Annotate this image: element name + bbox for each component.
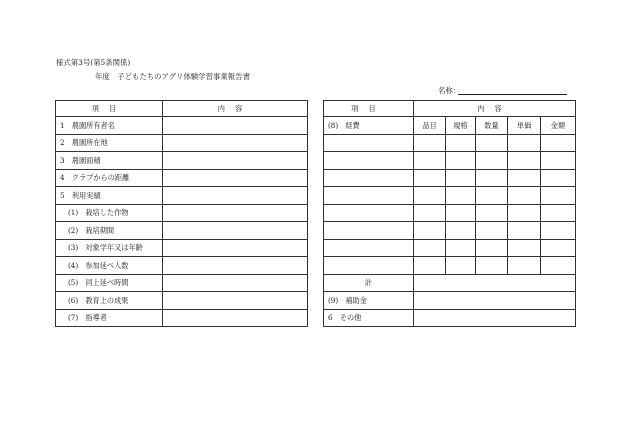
row-label: 4 クラブからの距離 (56, 169, 163, 187)
row-label: (4) 参加延べ人数 (56, 257, 163, 275)
expense-row (324, 204, 576, 222)
expense-row (324, 134, 576, 152)
content-cell[interactable] (163, 152, 308, 170)
other-label: 6 その他 (324, 309, 414, 327)
expense-blank[interactable] (324, 239, 414, 257)
cell[interactable] (414, 257, 446, 275)
left-table (55, 100, 308, 327)
cell[interactable] (541, 169, 576, 187)
name-underline (458, 94, 567, 95)
cell[interactable] (541, 152, 576, 170)
right-header-item: 項目 (324, 101, 414, 117)
cell[interactable] (541, 257, 576, 275)
cell[interactable] (541, 187, 576, 205)
total-cell[interactable] (414, 274, 576, 292)
expense-blank[interactable] (324, 257, 414, 275)
expense-row (324, 257, 576, 275)
cell[interactable] (446, 239, 476, 257)
cell[interactable] (476, 222, 508, 240)
cell[interactable] (508, 169, 541, 187)
total-label: 計 (324, 274, 414, 292)
cell[interactable] (541, 239, 576, 257)
row-label: 5 利用実績 (56, 187, 163, 205)
total-row (324, 274, 576, 292)
cell[interactable] (446, 204, 476, 222)
table-row (56, 117, 308, 135)
cell[interactable] (414, 222, 446, 240)
row-label: (7) 指導者 (56, 309, 163, 327)
right-header-content: 内容 (414, 101, 576, 117)
other-cell[interactable] (414, 309, 576, 327)
table-row (56, 309, 308, 327)
cell[interactable] (446, 134, 476, 152)
table-row (56, 222, 308, 240)
row-label: 2 農園所在地 (56, 134, 163, 152)
content-cell[interactable] (163, 222, 308, 240)
cell[interactable] (414, 187, 446, 205)
cell[interactable] (476, 239, 508, 257)
cell[interactable] (446, 169, 476, 187)
cell[interactable] (508, 187, 541, 205)
left-header-item: 項目 (56, 101, 163, 117)
table-row (56, 204, 308, 222)
expense-blank[interactable] (324, 222, 414, 240)
right-table-header-row (324, 101, 576, 117)
cell[interactable] (508, 152, 541, 170)
report-title: 年度 子どもたちのアグリ体験学習事業報告書 (95, 72, 250, 81)
subheader-spec: 規格 (446, 117, 476, 135)
content-cell[interactable] (163, 292, 308, 310)
table-row (56, 257, 308, 275)
table-row (56, 274, 308, 292)
form-number: 様式第3号(第5条関係) (56, 58, 131, 67)
cell[interactable] (541, 222, 576, 240)
expense-row (324, 239, 576, 257)
content-cell[interactable] (163, 134, 308, 152)
cell[interactable] (446, 152, 476, 170)
subheader-amount: 金額 (541, 117, 576, 135)
subsidy-cell[interactable] (414, 292, 576, 310)
subheader-item: 品目 (414, 117, 446, 135)
row-label: 1 農園所有者名 (56, 117, 163, 135)
cell[interactable] (414, 239, 446, 257)
table-row (56, 292, 308, 310)
left-header-content: 内容 (163, 101, 308, 117)
expense-header-row (324, 117, 576, 135)
cell[interactable] (414, 152, 446, 170)
expense-row (324, 152, 576, 170)
cell[interactable] (508, 204, 541, 222)
subheader-unit-price: 単価 (508, 117, 541, 135)
cell[interactable] (414, 134, 446, 152)
cell[interactable] (476, 169, 508, 187)
table-row (56, 152, 308, 170)
row-label: (5) 同上延べ時間 (56, 274, 163, 292)
expense-blank[interactable] (324, 152, 414, 170)
left-table-header-row (56, 101, 308, 117)
content-cell[interactable] (163, 239, 308, 257)
row-label: (1) 栽培した作物 (56, 204, 163, 222)
row-label: (2) 栽培期間 (56, 222, 163, 240)
cell[interactable] (446, 257, 476, 275)
right-table (323, 100, 576, 327)
content-cell[interactable] (163, 187, 308, 205)
expense-row (324, 187, 576, 205)
cell[interactable] (446, 222, 476, 240)
cell[interactable] (476, 257, 508, 275)
row-label: 3 農園面積 (56, 152, 163, 170)
cell[interactable] (476, 187, 508, 205)
expense-blank[interactable] (324, 204, 414, 222)
table-row (56, 134, 308, 152)
cell[interactable] (508, 134, 541, 152)
expense-row (324, 222, 576, 240)
other-row (324, 309, 576, 327)
row-label: (6) 教育上の成果 (56, 292, 163, 310)
cell[interactable] (541, 204, 576, 222)
subheader-quantity: 数量 (476, 117, 508, 135)
cell[interactable] (476, 134, 508, 152)
table-row (56, 187, 308, 205)
expense-blank[interactable] (324, 187, 414, 205)
cell[interactable] (476, 204, 508, 222)
row-label: (3) 対象学年又は年齢 (56, 239, 163, 257)
table-row (56, 169, 308, 187)
cell[interactable] (508, 239, 541, 257)
cell[interactable] (414, 169, 446, 187)
table-row (56, 239, 308, 257)
expense-blank[interactable] (324, 169, 414, 187)
subsidy-row (324, 292, 576, 310)
cell[interactable] (508, 222, 541, 240)
name-label: 名称： (438, 86, 461, 95)
cell[interactable] (414, 204, 446, 222)
cell[interactable] (541, 134, 576, 152)
content-cell[interactable] (163, 257, 308, 275)
cell[interactable] (508, 257, 541, 275)
cell[interactable] (476, 152, 508, 170)
content-cell[interactable] (163, 274, 308, 292)
content-cell[interactable] (163, 117, 308, 135)
expense-row (324, 169, 576, 187)
expense-label: (8) 経費 (324, 117, 414, 135)
content-cell[interactable] (163, 169, 308, 187)
content-cell[interactable] (163, 309, 308, 327)
content-cell[interactable] (163, 204, 308, 222)
expense-blank[interactable] (324, 134, 414, 152)
cell[interactable] (446, 187, 476, 205)
subsidy-label: (9) 補助金 (324, 292, 414, 310)
